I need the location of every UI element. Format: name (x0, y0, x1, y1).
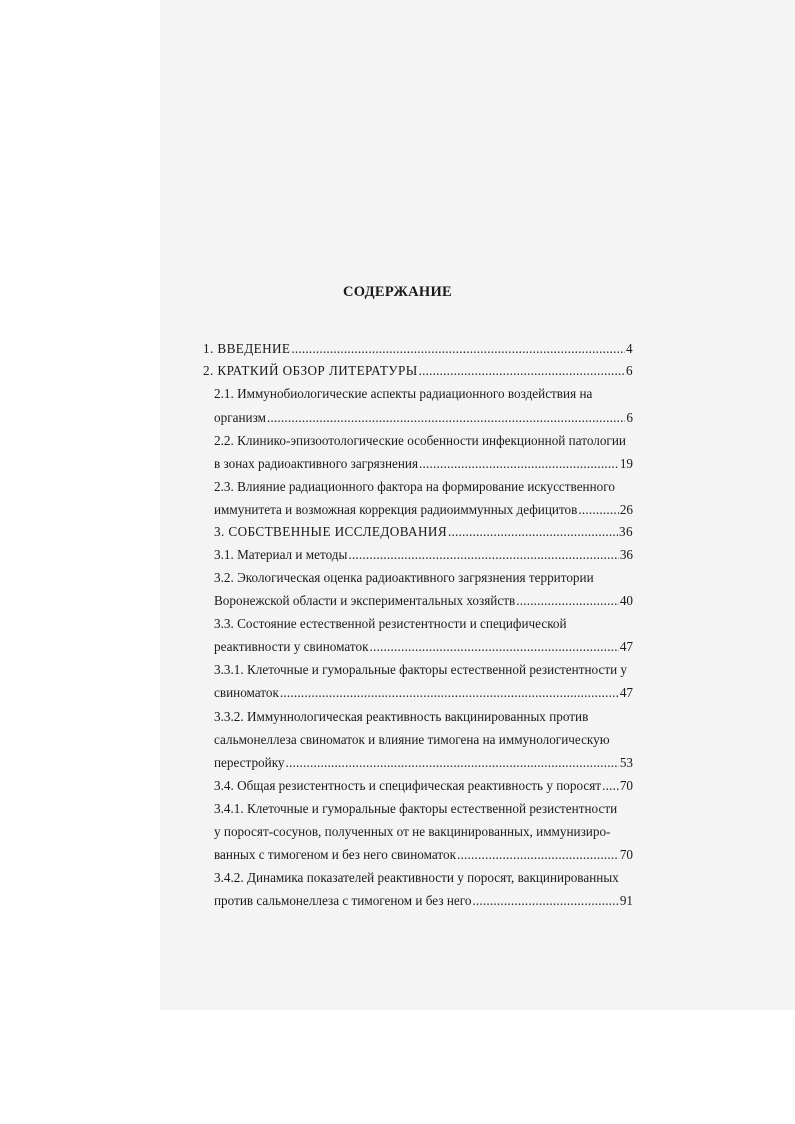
toc-entry-line: 2.3. Влияние радиационного фактора на формирование искусственного (214, 479, 615, 494)
toc-entry-text: в зонах радиоактивного загрязнения (214, 456, 419, 471)
toc-entry-text: Воронежской области и экспериментальных хозяйств (214, 593, 516, 608)
leader-dots (448, 523, 618, 540)
leader-dots (348, 546, 618, 563)
leader-dots (280, 684, 619, 701)
toc-entry (214, 846, 633, 863)
toc-entry (214, 638, 633, 655)
toc-entry (214, 777, 633, 794)
toc-entry-line: 2.2. Клинико-эпизоотологические особенности инфекционной патологии (214, 433, 626, 448)
toc-page-number: 40 (619, 593, 633, 608)
toc-entry-line: 3.3.1. Клеточные и гуморальные факторы естественной резистентности у (214, 662, 628, 677)
toc-entry-line: 3.3.2. Иммуннологическая реактивность вакцинированных против (214, 709, 589, 724)
leader-dots (286, 754, 619, 771)
toc-entry (214, 523, 633, 540)
toc-entry (214, 409, 633, 426)
toc-entry-line: сальмонеллеза свиноматок и влияние тимогена на иммунологическую (214, 732, 610, 747)
toc-entry (214, 501, 633, 518)
toc-page-number: 47 (619, 639, 633, 654)
leader-dots (419, 455, 619, 472)
toc-entry-text: 3. СОБСТВЕННЫЕ ИССЛЕДОВАНИЯ (214, 524, 448, 539)
toc-entry (214, 684, 633, 701)
toc-entry (214, 592, 633, 609)
leader-dots (457, 846, 619, 863)
toc-entry (214, 754, 633, 771)
leader-dots (419, 362, 625, 379)
leader-dots (602, 777, 619, 794)
toc-page-number: 53 (619, 755, 633, 770)
toc-page-number: 70 (619, 778, 633, 793)
toc-page-number: 36 (619, 547, 633, 562)
toc-entry-text: 3.1. Материал и методы (214, 547, 348, 562)
toc-entry (214, 892, 633, 909)
toc-entry-line: 3.4.1. Клеточные и гуморальные факторы естественной резистентности (214, 801, 618, 816)
leader-dots (472, 892, 618, 909)
toc-entry-line: 3.2. Экологическая оценка радиоактивного загрязнения территории (214, 570, 594, 585)
toc-entry-text: перестройку (214, 755, 285, 770)
toc-entry (203, 362, 633, 379)
leader-dots (516, 592, 619, 609)
toc-page-number: 4 (626, 341, 633, 356)
toc-entry (214, 455, 633, 472)
toc-entry-text: реактивности у свиноматок (214, 639, 369, 654)
toc-entry-text: 1. ВВЕДЕНИЕ (203, 341, 291, 356)
toc-entry-text: 2. КРАТКИЙ ОБЗОР ЛИТЕРАТУРЫ (203, 363, 418, 378)
toc-page-number: 26 (619, 502, 633, 517)
leader-dots (578, 501, 618, 518)
toc-page-number: 70 (619, 847, 633, 862)
toc-entry-line: 3.4.2. Динамика показателей реактивности у поросят, вакцинированных (214, 870, 619, 885)
toc-entry-text: ванных с тимогеном и без него свиноматок (214, 847, 456, 862)
toc-entry-text: организм (214, 410, 266, 425)
toc-page-number: 91 (619, 893, 633, 908)
leader-dots (267, 409, 625, 426)
leader-dots (369, 638, 618, 655)
toc-page-number: 47 (619, 685, 633, 700)
toc-page-number: 19 (619, 456, 633, 471)
toc-entry-text: 3.4. Общая резистентность и специфическая реактивность у поросят (214, 778, 602, 793)
toc-page-number: 6 (626, 410, 633, 425)
toc-page-number: 6 (626, 363, 633, 378)
page-title: СОДЕРЖАНИЕ (342, 284, 453, 300)
toc-entry-line: у поросят-сосунов, полученных от не вакцинированных, иммунизиро- (214, 824, 611, 839)
toc-entry-text: свиноматок (214, 685, 279, 700)
toc-page-number: 36 (619, 524, 633, 539)
toc-entry (214, 546, 633, 563)
leader-dots (291, 340, 625, 357)
toc-entry-line: 2.1. Иммунобиологические аспекты радиационного воздействия на (214, 386, 593, 401)
toc-entry-text: иммунитета и возможная коррекция радиоиммунных дефицитов (214, 502, 578, 517)
toc-entry (203, 340, 633, 357)
toc-entry-text: против сальмонеллеза с тимогеном и без него (214, 893, 472, 908)
toc-entry-line: 3.3. Состояние естественной резистентности и специфической (214, 616, 567, 631)
